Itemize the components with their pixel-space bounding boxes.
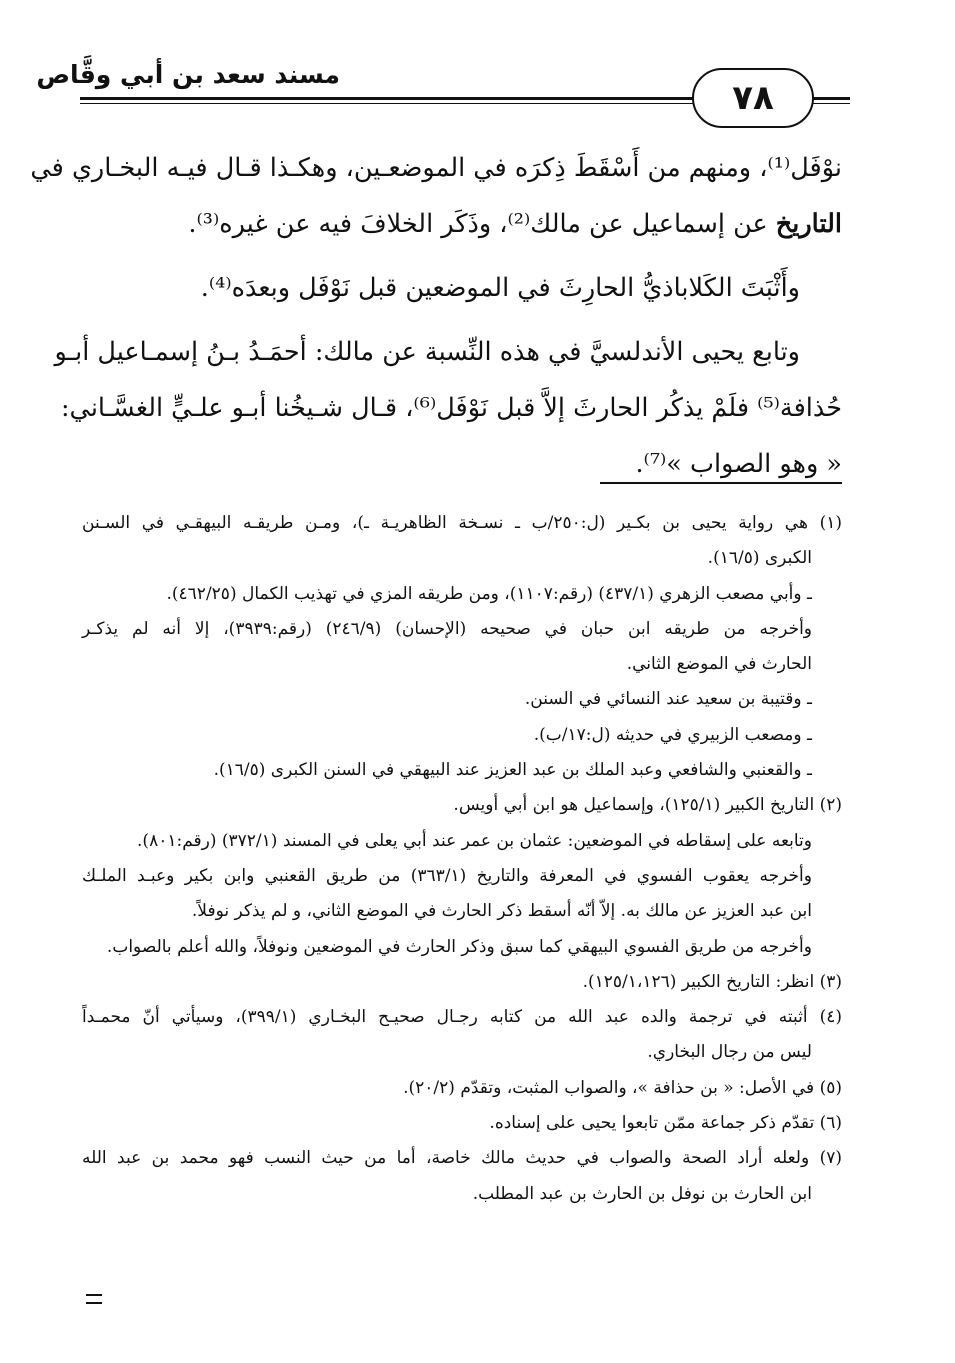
body-line-1: نوْفَل⁽¹⁾، ومنهم من أَسْقَطَ ذِكرَه في الموضعـين، وهكـذا قـال فيـه البخـاري في [30, 153, 842, 183]
footnote-line: ليس من رجال البخاري. [647, 1042, 812, 1063]
body-line-2: التاريخ عن إسماعيل عن مالك⁽²⁾، وذَكَر الخلافَ فيه عن غيره⁽³⁾. [188, 209, 842, 239]
body-line-5: حُذافة⁽⁵⁾ فلَمْ يذكُر الحارثَ إلاَّ قبل نَوْفَل⁽⁶⁾، قـال شـيخُنا أبـو علـيٍّ الغسَّـاني: [60, 393, 842, 423]
footnote-line: وأخرجه من طريقه ابن حبان في صحيحه (الإحسان) (٢٤٦/٩) (رقم:٣٩٣٩)، إلا أنه لم يذكـر [82, 618, 813, 639]
footnote-line: وتابعه على إسقاطه في الموضعين: عثمان بن عمر عند أبي يعلى في المسند (٣٧٢/١) (رقم:٨٠١). [137, 830, 812, 851]
footnote-line: ـ والقعنبي والشافعي وعبد الملك بن عبد العزيز عند البيهقي في السنن الكبرى (١٦/٥). [213, 760, 812, 781]
bold-word: التاريخ [775, 209, 842, 239]
footnote-line: الحارث في الموضع الثاني. [626, 654, 812, 675]
footnote-line: ابن عبد العزيز عن مالك به. إلاّ أنّه أسقط ذكر الحارث في الموضع الثاني، و لم يذكر نوفلاً. [191, 901, 812, 922]
footnote-line: ـ وأبي مصعب الزهري (٤٣٧/١) (رقم:١١٠٧)، ومن طريقه المزي في تهذيب الكمال (٤٦٢/٢٥). [166, 583, 812, 604]
footnote-line: (٢) التاريخ الكبير (١٢٥/١)، وإسماعيل هو ابن أبي أويس. [453, 795, 842, 816]
footnotes [82, 506, 842, 1212]
footnote-line: (٦) تقدّم ذكر جماعة ممّن تابعوا يحيى على إسناده. [489, 1113, 842, 1134]
footnote-line: (٤) أثبته في ترجمة والده عبد الله من كتابه رجـال صحيـح البخـاري (٣٩٩/١)، وسيأتي أنّ محمـداً [82, 1007, 842, 1028]
footnote-line: وأخرجه من طريق الفسوي البيهقي كما سبق وذكر الحارث في الموضعين ونوفلاً، والله أعلم بالصواب. [106, 936, 812, 957]
footnote-line: الكبرى (١٦/٥). [707, 548, 812, 569]
body-line-4: وتابع يحيى الأندلسيَّ في هذه النِّسبة عن مالك: أحمَـدُ بـنُ إسمـاعيل أبـو [54, 337, 800, 367]
body-line-6: « وهو الصواب »⁽⁷⁾. [635, 449, 842, 479]
running-title: مسند سعد بن أبي وقَّاص [36, 60, 340, 89]
footnote-line: (١) هي رواية يحيى بن بكـير (ل:٢٥٠/ب ـ نسـخة الظاهريـة ـ)، ومـن طريقـه البيهقـي في السـنن [82, 513, 842, 533]
footnote-line: ابن الحارث بن نوفل بن الحارث بن عبد المطلب. [472, 1183, 812, 1204]
footnote-line: ـ ومصعب الزبيري في حديثه (ل:١٧/ب). [533, 724, 812, 745]
footnote-line: وأخرجه يعقوب الفسوي في المعرفة والتاريخ (٣٦٣/١) من طريق القعنبي وابن بكير وعبـد الملـك [82, 865, 812, 886]
footnote-line: (٥) في الأصل: « بن حذافة »، والصواب المثبت، وتقدّم (٢٠/٢). [403, 1077, 842, 1098]
footnote-line: ـ وقتيبة بن سعيد عند النسائي في السنن. [524, 689, 812, 710]
body-line-3: وأَثْبَتَ الكَلاباذيُّ الحارِثَ في الموضعين قبل نَوْفَل وبعدَه⁽⁴⁾. [200, 273, 800, 303]
footnote-separator [600, 482, 842, 484]
footnote-line: (٣) انظر: التاريخ الكبير (١٢٥/١،١٢٦). [582, 971, 842, 992]
footnote-line: (٧) ولعله أراد الصحة والصواب في حديث مالك خاصة، أما من حيث النسب فهو محمد بن عبد الله [82, 1148, 842, 1169]
body-text [30, 140, 842, 492]
continuation-mark [86, 1294, 102, 1304]
page-number: ٧٨ [692, 68, 814, 128]
